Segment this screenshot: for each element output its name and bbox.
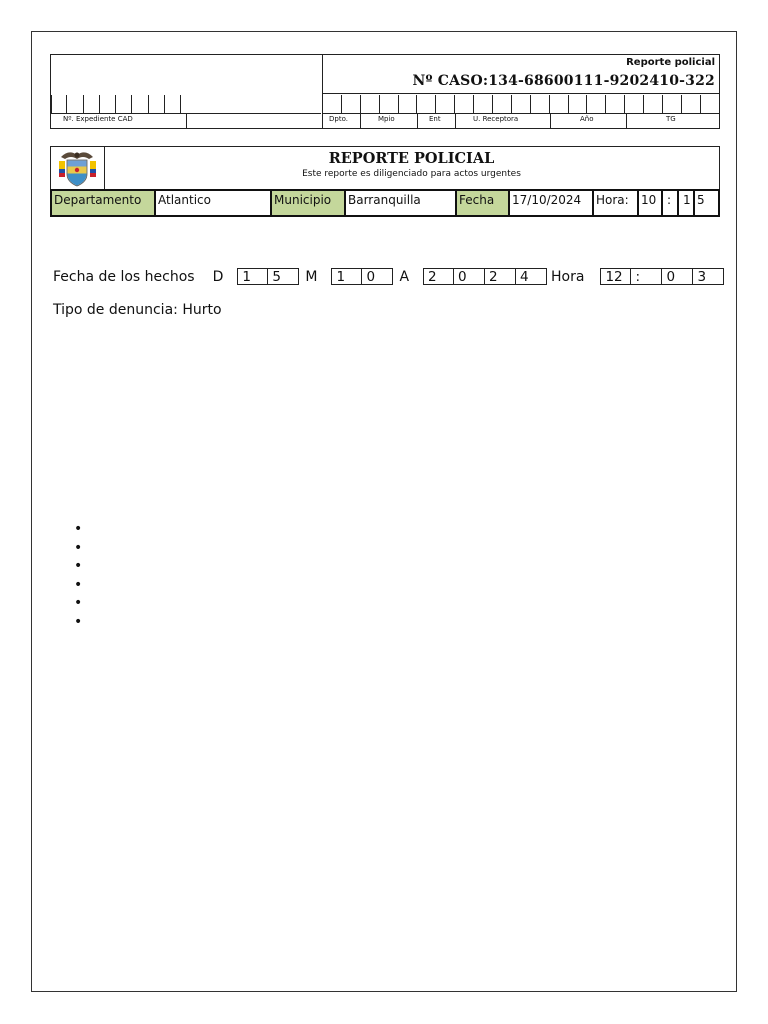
case-number: Nº CASO:134-68600111-9202410-322: [412, 73, 715, 89]
list-item: •: [74, 613, 83, 630]
bullet-list: [74, 520, 82, 631]
mpio-label: Mpio: [378, 115, 395, 123]
departamento-label: Departamento: [52, 191, 156, 215]
hora-min-2: 5: [697, 193, 705, 207]
year-digit-2: 0: [454, 268, 485, 285]
year-digit-1: 2: [423, 268, 454, 285]
fecha-hechos-row: [53, 268, 724, 285]
tg-label: TG: [666, 115, 676, 123]
year-digit-3: 2: [485, 268, 516, 285]
month-digit-1: 1: [331, 268, 362, 285]
hora-label: Hora:: [594, 191, 639, 215]
fecha-label: Fecha: [457, 191, 510, 215]
year-digit-4: 4: [516, 268, 547, 285]
expediente-label: Nº. Expediente CAD: [63, 115, 133, 123]
hechos-minute-2: 3: [693, 268, 724, 285]
location-date-row: [50, 189, 720, 217]
departamento-value: Atlantico: [156, 191, 272, 215]
expediente-cells: [51, 95, 181, 113]
anio-label: Año: [580, 115, 594, 123]
day-digit-2: 5: [268, 268, 299, 285]
tipo-denuncia: Tipo de denuncia: Hurto: [53, 302, 222, 318]
report-label: Reporte policial: [626, 57, 715, 68]
list-item: •: [74, 595, 83, 611]
fecha-hechos-label: Fecha de los hechos: [53, 268, 195, 285]
dpto-label: Dpto.: [329, 115, 348, 123]
hechos-hour-separator: :: [631, 268, 662, 285]
month-digit-2: 0: [362, 268, 393, 285]
list-item: •: [74, 521, 83, 537]
hechos-minute-1: 0: [662, 268, 693, 285]
receptora-label: U. Receptora: [473, 115, 519, 123]
month-label: M: [305, 268, 318, 285]
list-item: •: [74, 539, 83, 556]
hechos-hour: 12: [600, 268, 631, 285]
report-title-box: [50, 146, 720, 191]
case-header: [50, 54, 720, 129]
municipio-label: Municipio: [272, 191, 346, 215]
fecha-value: 17/10/2024: [510, 191, 594, 215]
list-item: •: [74, 576, 83, 593]
day-label: D: [212, 268, 224, 285]
year-label: A: [399, 268, 410, 285]
municipio-value: Barranquilla: [346, 191, 457, 215]
hechos-hora-label: Hora: [551, 268, 585, 285]
hora-min-1: 1: [679, 191, 695, 215]
hora-hours: 10: [639, 191, 663, 215]
report-page: [31, 31, 737, 992]
ent-label: Ent: [429, 115, 441, 123]
hora-separator: :: [663, 191, 679, 215]
list-item: •: [74, 558, 83, 574]
report-title: REPORTE POLICIAL: [328, 150, 495, 167]
report-subtitle: Este reporte es diligenciado para actos urgentes: [302, 169, 521, 179]
colombia-coat-of-arms-icon: [51, 147, 105, 190]
case-code-cells: [323, 95, 720, 113]
day-digit-1: 1: [237, 268, 268, 285]
